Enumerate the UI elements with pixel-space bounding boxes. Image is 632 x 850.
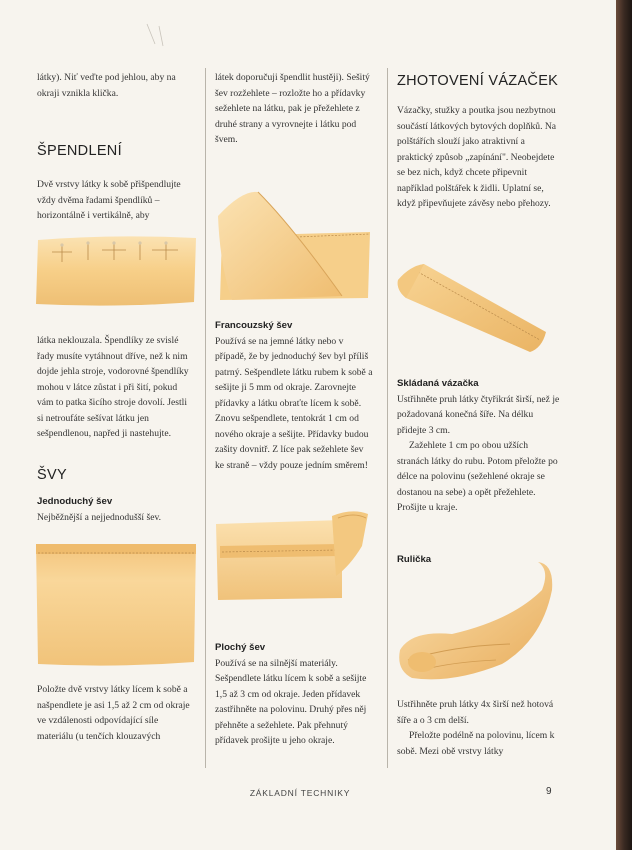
book-binding [616,0,632,850]
spendleni-text-block [37,177,195,224]
col3-text2: Ustřihněte pruh látky čtyřikrát širší, než je požadovaná konečná šíře. Na délku přidejte 3 cm. [397,393,560,436]
col1-text3: látka neklouzala. Špendlíky ze svislé řady musíte vytáhnout dříve, než k nim dojde jehla stroje, vodorovné špendlíky mohou v látce zůstat i při šití, pokud vám to patka šicího stroje dovolí. Jestli si netroufáte sešívat látku jen sešpendlenou, napřed ji nastehujte. [37,335,189,439]
col3-text1: Vázačky, stužky a poutka jsou nezbytnou součástí látkových bytových doplňků. Na polštářích slouží jako atraktivní a praktický způsob „zapínání". Neobejdete se bez nich, když chcete připevnit například polštářek k židli. Uplatní se, když připevňujete závěsy nebo přehozy. [397,105,557,209]
folded-tie-illustration [394,240,554,358]
pinned-fabric-illustration [32,232,200,312]
vazacky-intro-block [397,103,562,212]
subheading-jednoduchy-sev: Jednoduchý šev [37,496,113,507]
column-2 [215,70,373,148]
column-1 [37,70,195,101]
col3-text3: Zažehlete 1 cm po obou užších stranách látky do rubu. Potom přeložte po délce na polovinu (sežehlené okraje se dostanou na sebe) a opět přežehlete. Prošijte u kraje. [397,440,558,513]
footer-section-title: ZÁKLADNÍ TECHNIKY [249,788,351,798]
column-3 [397,74,562,90]
col2-text3: Používá se na silnější materiály. Sešpendlete látku lícem k sobě a sešijte 1,5 až 3 cm od okraje. Jeden přídavek zastřihněte na polovinu. Druhý přes něj přehněte a sežehlete. Pak přehnutý přídavek prošijte u jeho okraje. [215,657,367,746]
plain-seam-illustration [32,540,200,670]
heading-spendleni: ŠPENDLENÍ [37,143,122,159]
plochy-sev-block [215,640,373,749]
heading-svy: ŠVY [37,467,67,483]
spendleni-section [37,144,195,160]
column-divider-1 [205,68,206,768]
subheading-skladana-vazacka: Skládaná vázačka [397,378,479,389]
jednoduchy-sev-block [37,494,195,525]
col1-text1: látky). Niť veďte pod jehlou, aby na okraji vznikla klička. [37,72,176,99]
pencil-mark [145,22,175,48]
col1-text4: Nejběžnější a nejjednodušší šev. [37,511,162,523]
heading-zhotoveni-vazacek: ZHOTOVENÍ VÁZAČEK [397,73,559,89]
french-seam-illustration [212,186,374,304]
col1-text5-block [37,682,195,744]
col1-text2: Dvě vrstvy látky k sobě přišpendlujte vždy dvěma řadami špendlíků – horizontálně i vertikálně, aby [37,179,181,221]
skladana-vazacka-block [397,376,562,516]
flat-seam-illustration [212,506,374,604]
column-divider-2 [387,68,388,768]
col3-text5: Přeložte podélně na polovinu, lícem k sobě. Mezi obě vrstvy látky [397,730,555,757]
rulicka-text-block [397,697,562,759]
rouleau-tube-illustration [392,560,562,686]
col3-text4: Ustřihněte pruh látky 4x širší než hotová šíře a o 3 cm delší. [397,699,554,726]
francouzsky-sev-block [215,318,373,473]
col1-text5: Položte dvě vrstvy látky lícem k sobě a našpendlete je asi 1,5 až 2 cm od okraje ve vzdálenosti odpovídající síle materiálu (u tenčích klouzavých [37,684,190,742]
col2-text2: Používá se na jemné látky nebo v případě, že by jednoduchý šev byl příliš patrný. Sešpendlete látku rubem k sobě a sešijte ji 5 mm od okraje. Zarovnejte přídavky a látku obraťte lícem k sobě. Znovu sešpendlete, tentokrát 1 cm od nového okraje a sešijte. Přídavky budou zašity dovnitř. Z líce pak sežehlete šev ke straně – vždy pouze jedním směrem! [215,335,373,471]
subheading-plochy-sev: Plochý šev [215,642,266,653]
subheading-francouzsky-sev: Francouzský šev [215,320,293,331]
col2-text1: látek doporučuji špendlit hustěji). Sešitý šev rozžehlete – rozložte ho a přídavky sežehlete na látku, pak je přežehlete z druhé strany a vyrovnejte i látku pod švem. [215,72,370,145]
page-number: 9 [546,786,552,797]
col1-text3-block [37,333,195,442]
subheading-rulicka: Rulička [397,554,432,565]
svy-section [37,468,195,484]
